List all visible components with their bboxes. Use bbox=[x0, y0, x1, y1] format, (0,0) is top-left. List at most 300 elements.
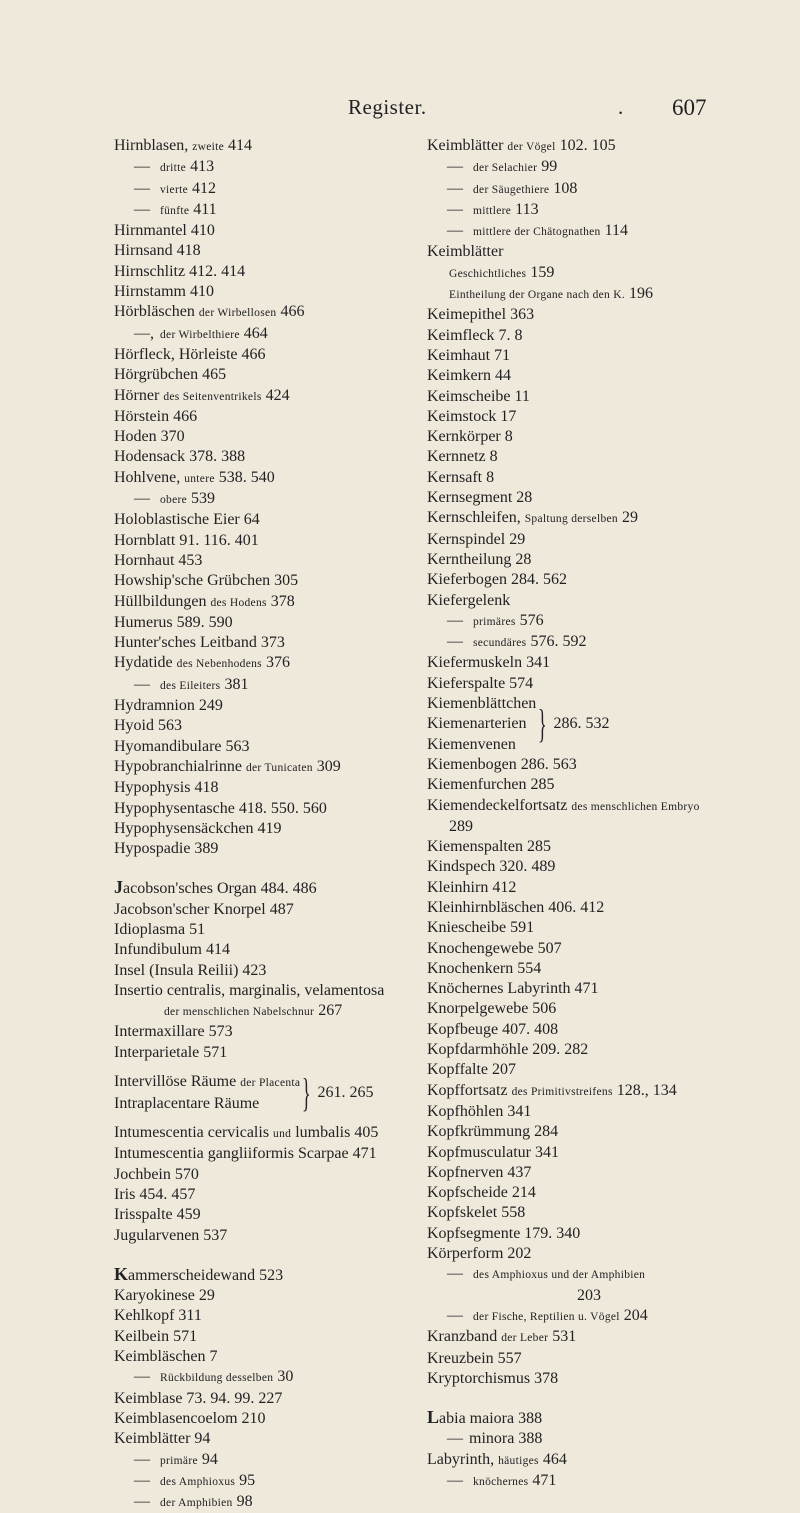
entry-qualifier: dritte bbox=[160, 162, 187, 175]
entry-pages: 261. 265 bbox=[317, 1083, 374, 1101]
index-entry bbox=[114, 200, 429, 221]
dash-glyph: —, bbox=[134, 324, 154, 342]
entry-term: Kernsaft 8 bbox=[427, 468, 495, 486]
entry-term: Hypospadie 389 bbox=[114, 840, 219, 858]
entry-term: Hüllbildungen bbox=[114, 592, 207, 610]
index-entry bbox=[114, 799, 429, 819]
entry-term: Keimblätter bbox=[427, 137, 504, 154]
entry-qualifier: der Vögel bbox=[507, 141, 556, 153]
entry-pages: 309 bbox=[316, 757, 341, 775]
index-entry bbox=[114, 1286, 429, 1306]
index-entry bbox=[427, 775, 727, 795]
index-entry bbox=[114, 877, 429, 899]
entry-qualifier: Eintheilung der Organe nach den K. bbox=[449, 289, 626, 302]
dash-glyph: — bbox=[447, 200, 463, 218]
entry-term: Hypophysensäckchen 419 bbox=[114, 819, 282, 837]
index-entry bbox=[114, 1123, 429, 1144]
entry-term: Infundibulum 414 bbox=[114, 941, 230, 959]
dash-glyph: — bbox=[134, 158, 150, 176]
index-entry bbox=[427, 427, 727, 447]
index-entry bbox=[114, 778, 429, 798]
entry-qualifier: Rückbildung desselben bbox=[160, 1372, 274, 1385]
index-entry bbox=[114, 1043, 429, 1063]
dash-glyph: — bbox=[447, 1472, 463, 1489]
index-entry bbox=[427, 1244, 727, 1264]
entry-term: Kernschleifen, bbox=[427, 509, 521, 527]
entry-term: Intumescentia cervicalis bbox=[114, 1124, 270, 1142]
index-entry bbox=[427, 1450, 727, 1471]
entry-pages: 159 bbox=[530, 263, 555, 281]
index-entry bbox=[114, 1492, 429, 1513]
index-entry bbox=[114, 961, 429, 981]
entry-qualifier: mittlere der Chätognathen bbox=[473, 226, 601, 239]
index-entry bbox=[114, 675, 429, 696]
entry-pages: 538. 540 bbox=[218, 468, 275, 486]
index-entry bbox=[114, 613, 429, 633]
dash-glyph: — bbox=[447, 1306, 463, 1324]
entry-qualifier: primäres bbox=[473, 615, 516, 628]
index-entry bbox=[427, 1407, 727, 1429]
index-entry bbox=[427, 857, 727, 877]
entry-term: Kleinhirn 412 bbox=[427, 878, 517, 896]
entry-term: Kopfbeuge 407. 408 bbox=[427, 1020, 559, 1038]
index-entry bbox=[114, 179, 429, 200]
index-entry bbox=[427, 284, 727, 305]
entry-term: Kreuzbein 557 bbox=[427, 1349, 522, 1367]
entry-qualifier: primäre bbox=[160, 1454, 198, 1467]
index-entry bbox=[427, 136, 727, 157]
entry-qualifier: des Nebenhodens bbox=[176, 658, 262, 671]
index-entry bbox=[427, 611, 727, 632]
entry-qualifier: untere bbox=[184, 472, 215, 485]
index-entry bbox=[427, 263, 727, 284]
index-entry bbox=[114, 551, 429, 571]
entry-term: Keimscheibe 11 bbox=[427, 387, 530, 405]
entry-pages: 204 bbox=[623, 1306, 648, 1324]
entry-term: Keimblätter 94 bbox=[114, 1430, 211, 1448]
index-entry bbox=[427, 837, 727, 857]
entry-qualifier: Spaltung derselben bbox=[524, 513, 618, 526]
entry-term: Hoden 370 bbox=[114, 428, 185, 446]
dash-glyph: — bbox=[447, 1430, 463, 1448]
entry-term: Kiemenbogen 286. 563 bbox=[427, 755, 577, 773]
index-entry bbox=[427, 1203, 727, 1223]
entry-term: Hypophysentasche 418. 550. 560 bbox=[114, 799, 327, 817]
entry-pages: 114 bbox=[604, 222, 628, 240]
entry-qualifier: vierte bbox=[160, 183, 188, 196]
entry-term: Kopfnerven 437 bbox=[427, 1163, 532, 1181]
entry-term: Kleinhirnbläschen 406. 412 bbox=[427, 898, 605, 916]
index-entry bbox=[114, 920, 429, 940]
entry-term: Hypobranchialrinne bbox=[114, 757, 242, 775]
entry-term: Kiefergelenk bbox=[427, 591, 511, 609]
dash-glyph: — bbox=[447, 179, 463, 197]
entry-term: Hörfleck, Hörleiste 466 bbox=[114, 345, 266, 363]
entry-pages: 99 bbox=[541, 158, 558, 176]
index-entry bbox=[114, 1347, 429, 1367]
index-entry bbox=[114, 1144, 429, 1164]
entry-pages: 424 bbox=[265, 386, 290, 404]
entry-term: Hörstein 466 bbox=[114, 407, 198, 425]
entry-term: Hyoid 563 bbox=[114, 717, 182, 735]
entry-term: Idioplasma 51 bbox=[114, 920, 206, 938]
index-entry bbox=[427, 674, 727, 694]
index-entry bbox=[114, 241, 429, 261]
entry-term: Hydramnion 249 bbox=[114, 697, 223, 715]
dash-glyph: — bbox=[447, 1265, 463, 1283]
index-entry bbox=[114, 757, 429, 778]
entry-qualifier: des Hodens bbox=[210, 596, 267, 609]
index-entry bbox=[114, 468, 429, 489]
index-entry bbox=[427, 1306, 727, 1327]
entry-term: Kopfmusculatur 341 bbox=[427, 1143, 559, 1161]
index-entry bbox=[114, 1205, 429, 1225]
entry-term: Jochbein 570 bbox=[114, 1165, 199, 1183]
entry-pages: 108 bbox=[553, 179, 578, 197]
entry-term: Hirnschlitz 412. 414 bbox=[114, 262, 246, 280]
index-entry bbox=[427, 878, 727, 898]
entry-term: minora 388 bbox=[469, 1430, 543, 1448]
entry-pages: 286. 532 bbox=[553, 715, 610, 733]
entry-term: Intumescentia gangliiformis Scarpae 471 bbox=[114, 1145, 377, 1163]
entry-pages: 267 bbox=[318, 1002, 343, 1020]
entry-pages: 30 bbox=[277, 1368, 294, 1386]
entry-pages: 414 bbox=[228, 137, 253, 154]
entry-term: Karyokinese 29 bbox=[114, 1287, 215, 1305]
entry-term: Kiefermuskeln 341 bbox=[427, 654, 551, 672]
page-header bbox=[0, 95, 800, 125]
entry-term: Keimfleck 7. 8 bbox=[427, 326, 523, 344]
section-gap bbox=[114, 1246, 429, 1264]
index-entry bbox=[114, 221, 429, 241]
entry-term: Intermaxillare 573 bbox=[114, 1023, 233, 1041]
index-entry bbox=[114, 1450, 429, 1471]
entry-qualifier: des Seitenventrikels bbox=[163, 390, 262, 403]
dash-glyph: — bbox=[134, 1493, 150, 1511]
entry-term: Hypophysis 418 bbox=[114, 779, 219, 797]
entry-term: Keimkern 44 bbox=[427, 367, 511, 385]
entry-term: Keimbläschen 7 bbox=[114, 1348, 218, 1366]
dash-glyph: — bbox=[447, 611, 463, 629]
index-entry bbox=[114, 262, 429, 282]
index-entry bbox=[114, 324, 429, 345]
index-entry bbox=[427, 387, 727, 407]
entry-term: Kopfkrümmung 284 bbox=[427, 1123, 559, 1141]
index-entry bbox=[114, 1409, 429, 1429]
index-entry bbox=[114, 1185, 429, 1205]
entry-qualifier: der Tunicaten bbox=[245, 761, 313, 774]
index-column-left bbox=[114, 136, 429, 1513]
index-entry bbox=[114, 1389, 429, 1409]
index-entry bbox=[114, 1306, 429, 1326]
entry-term: Kopfsegmente 179. 340 bbox=[427, 1224, 581, 1242]
entry-qualifier: der Wirbelthiere bbox=[160, 328, 240, 341]
index-entry bbox=[427, 530, 727, 550]
entry-term: Jacobson'scher Knorpel 487 bbox=[114, 900, 294, 918]
entry-term: Kernsegment 28 bbox=[427, 489, 533, 507]
index-column-right bbox=[427, 136, 727, 1492]
entry-term: Keimblätter bbox=[427, 243, 504, 261]
entry-term: Kniescheibe 591 bbox=[427, 919, 535, 937]
entry-pages: 471 bbox=[532, 1472, 557, 1489]
entry-term: Labia maiora 388 bbox=[427, 1407, 543, 1428]
index-entry bbox=[114, 653, 429, 674]
index-entry bbox=[427, 653, 727, 673]
dash-glyph: — bbox=[134, 1450, 150, 1468]
index-entry bbox=[427, 508, 727, 529]
index-entry bbox=[114, 696, 429, 716]
entry-term: Kiemenspalten 285 bbox=[427, 838, 551, 856]
entry-pages: 464 bbox=[542, 1450, 567, 1468]
entry-pages: 29 bbox=[621, 509, 638, 527]
index-entry bbox=[114, 282, 429, 302]
entry-term: Kindspech 320. 489 bbox=[427, 858, 556, 876]
entry-qualifier: Geschichtliches bbox=[449, 267, 527, 280]
index-entry bbox=[114, 1226, 429, 1246]
index-entry bbox=[114, 571, 429, 591]
index-entry bbox=[114, 1471, 429, 1492]
entry-term: Hörbläschen bbox=[114, 303, 195, 321]
entry-qualifier: mittlere bbox=[473, 204, 512, 217]
index-entry bbox=[427, 694, 727, 755]
index-entry bbox=[114, 157, 429, 178]
index-entry bbox=[114, 386, 429, 407]
entry-term: Kopfskelet 558 bbox=[427, 1204, 526, 1222]
index-entry bbox=[427, 550, 727, 570]
entry-term: Insel (Insula Reilii) 423 bbox=[114, 961, 267, 979]
entry-term: Hirnstamm 410 bbox=[114, 283, 214, 301]
index-entry bbox=[114, 900, 429, 920]
entry-qualifier: des Eileiters bbox=[160, 679, 221, 692]
entry-qualifier: der menschlichen Nabelschnur bbox=[164, 1006, 315, 1019]
index-entry bbox=[427, 157, 727, 178]
index-entry bbox=[114, 1022, 429, 1042]
index-entry bbox=[114, 531, 429, 551]
entry-pages: 464 bbox=[243, 324, 268, 342]
entry-term: Kieferbogen 284. 562 bbox=[427, 571, 567, 589]
index-entry bbox=[114, 940, 429, 960]
entry-term: Hornblatt 91. 116. 401 bbox=[114, 531, 259, 549]
entry-term: Holoblastische Eier 64 bbox=[114, 511, 260, 529]
index-entry bbox=[427, 1349, 727, 1369]
index-entry bbox=[427, 326, 727, 346]
entry-term: Keimepithel 363 bbox=[427, 306, 535, 324]
index-entry bbox=[427, 488, 727, 508]
index-entry bbox=[114, 345, 429, 365]
entry-term: Kopfscheide 214 bbox=[427, 1184, 536, 1202]
index-entry bbox=[427, 796, 727, 817]
index-entry bbox=[427, 242, 727, 262]
entry-term: Hirnblasen, bbox=[114, 137, 189, 154]
entry-pages: 98 bbox=[236, 1493, 253, 1511]
index-entry bbox=[114, 427, 429, 447]
index-entry bbox=[114, 489, 429, 510]
entry-term: Kiemenarterien bbox=[427, 715, 527, 733]
entry-pages: 113 bbox=[515, 200, 539, 218]
index-entry bbox=[114, 447, 429, 467]
section-gap bbox=[427, 1389, 727, 1407]
entry-term: Hornhaut 453 bbox=[114, 551, 203, 569]
index-entry bbox=[427, 1224, 727, 1244]
entry-qualifier: des Amphioxus und der Amphibien bbox=[473, 1269, 646, 1282]
entry-term: Kopfhöhlen 341 bbox=[427, 1102, 532, 1120]
entry-term: Kiemenblättchen bbox=[427, 695, 537, 713]
dash-glyph: — bbox=[447, 158, 463, 176]
entry-term: Insertio centralis, marginalis, velamentosa bbox=[114, 981, 385, 999]
entry-term: Kernnetz 8 bbox=[427, 448, 498, 466]
entry-qualifier: des Primitivstreifens bbox=[511, 1085, 613, 1098]
entry-term: Keimblasencoelom 210 bbox=[114, 1409, 266, 1427]
entry-term: Kiemenvenen bbox=[427, 735, 516, 753]
index-entry bbox=[427, 366, 727, 386]
header-dot: . bbox=[618, 95, 624, 119]
index-entry bbox=[427, 1081, 727, 1102]
entry-term: Kopffortsatz bbox=[427, 1081, 508, 1099]
index-entry bbox=[114, 1165, 429, 1185]
index-entry bbox=[427, 817, 727, 837]
entry-term: Intervillöse Räume bbox=[114, 1073, 237, 1091]
page-number: 607 bbox=[672, 95, 707, 120]
entry-pages: 576. 592 bbox=[530, 633, 587, 651]
index-entry bbox=[114, 633, 429, 653]
index-entry bbox=[427, 1143, 727, 1163]
brace-glyph: } bbox=[538, 701, 547, 747]
entry-qualifier: fünfte bbox=[160, 204, 190, 217]
entry-qualifier: der Selachier bbox=[473, 162, 538, 175]
index-entry bbox=[427, 447, 727, 467]
entry-pages: 196 bbox=[629, 285, 654, 303]
index-entry bbox=[427, 1122, 727, 1142]
entry-term: Intraplacentare Räume bbox=[114, 1094, 260, 1112]
index-entry bbox=[114, 407, 429, 427]
index-entry bbox=[114, 1063, 429, 1123]
index-entry bbox=[114, 510, 429, 530]
entry-term: Humerus 589. 590 bbox=[114, 613, 233, 631]
entry-term: Keimhaut 71 bbox=[427, 346, 511, 364]
entry-term: Kiemendeckelfortsatz bbox=[427, 796, 568, 814]
entry-term: Jacobson'sches Organ 484. 486 bbox=[114, 877, 317, 898]
index-entry bbox=[427, 179, 727, 200]
entry-pages: 539 bbox=[191, 490, 216, 508]
entry-term: Labyrinth, bbox=[427, 1450, 495, 1468]
index-entry bbox=[114, 1367, 429, 1388]
entry-qualifier: der Amphibien bbox=[160, 1497, 233, 1510]
entry-term: Kiemenfurchen 285 bbox=[427, 776, 555, 794]
index-entry bbox=[427, 221, 727, 242]
entry-term: Kehlkopf 311 bbox=[114, 1307, 202, 1325]
index-entry bbox=[427, 591, 727, 611]
brace-glyph: } bbox=[302, 1070, 311, 1116]
index-entry bbox=[427, 898, 727, 918]
entry-term: Howship'sche Grübchen 305 bbox=[114, 572, 299, 590]
index-entry bbox=[427, 939, 727, 959]
entry-term: Iris 454. 457 bbox=[114, 1185, 196, 1203]
index-entry bbox=[427, 1040, 727, 1060]
dash-glyph: — bbox=[134, 179, 150, 197]
index-entry bbox=[114, 302, 429, 323]
index-entry bbox=[427, 959, 727, 979]
index-entry bbox=[114, 716, 429, 736]
index-entry bbox=[427, 1163, 727, 1183]
entry-term: Kernkörper 8 bbox=[427, 428, 513, 446]
entry-term: Knöchernes Labyrinth 471 bbox=[427, 980, 599, 998]
entry-term: Kranzband bbox=[427, 1328, 498, 1346]
index-entry bbox=[427, 1264, 727, 1285]
entry-term: Keimblase 73. 94. 99. 227 bbox=[114, 1389, 283, 1407]
index-entry bbox=[114, 981, 429, 1001]
entry-pages: 411 bbox=[193, 200, 217, 218]
entry-term: Hohlvene, bbox=[114, 468, 181, 486]
index-entry bbox=[427, 1286, 727, 1306]
dash-glyph: — bbox=[447, 633, 463, 651]
index-entry bbox=[427, 200, 727, 221]
entry-term: Keilbein 571 bbox=[114, 1327, 198, 1345]
entry-qualifier: der Leber bbox=[501, 1332, 549, 1345]
index-entry bbox=[427, 918, 727, 938]
index-entry bbox=[427, 346, 727, 366]
entry-qualifier: zweite bbox=[192, 141, 225, 153]
page-title: Register. bbox=[348, 95, 427, 119]
dash-glyph: — bbox=[134, 675, 150, 693]
entry-pages: 412 bbox=[191, 179, 216, 197]
index-entry bbox=[114, 136, 429, 157]
index-entry bbox=[427, 1327, 727, 1348]
dash-glyph: — bbox=[134, 490, 150, 508]
entry-pages: 466 bbox=[280, 303, 305, 321]
entry-term: Irisspalte 459 bbox=[114, 1206, 201, 1224]
entry-pages: 128., 134 bbox=[616, 1081, 677, 1099]
entry-term: Hydatide bbox=[114, 654, 173, 672]
index-entry bbox=[114, 737, 429, 757]
dash-glyph: — bbox=[447, 222, 463, 240]
entry-qualifier: der Placenta bbox=[240, 1077, 301, 1090]
index-entry bbox=[114, 365, 429, 385]
index-entry bbox=[114, 819, 429, 839]
index-entry bbox=[114, 839, 429, 859]
entry-qualifier: knöchernes bbox=[473, 1476, 529, 1488]
index-entry bbox=[427, 632, 727, 653]
entry-pages: 203 bbox=[577, 1286, 601, 1304]
entry-term: Hörner bbox=[114, 386, 160, 404]
entry-pages: 413 bbox=[190, 158, 215, 176]
index-entry bbox=[427, 305, 727, 325]
entry-qualifier: der Säugethiere bbox=[473, 183, 550, 196]
entry-qualifier: der Wirbellosen bbox=[198, 307, 277, 320]
entry-qualifier: des menschlichen Embryo bbox=[571, 800, 700, 813]
index-entry bbox=[427, 1429, 727, 1449]
entry-term: Knochengewebe 507 bbox=[427, 939, 562, 957]
index-entry bbox=[427, 1471, 727, 1492]
entry-pages: 376 bbox=[265, 654, 290, 672]
entry-term: Kopffalte 207 bbox=[427, 1061, 517, 1079]
index-entry bbox=[427, 1102, 727, 1122]
index-entry bbox=[114, 1327, 429, 1347]
entry-pages: 94 bbox=[201, 1450, 218, 1468]
entry-term: lumbalis 405 bbox=[295, 1124, 379, 1142]
index-entry bbox=[427, 999, 727, 1019]
entry-pages: 576 bbox=[519, 611, 544, 629]
index-entry bbox=[427, 570, 727, 590]
entry-term: Hirnsand 418 bbox=[114, 242, 201, 260]
entry-qualifier: und bbox=[273, 1128, 292, 1141]
entry-term: Interparietale 571 bbox=[114, 1043, 228, 1061]
dash-glyph: — bbox=[134, 200, 150, 218]
entry-term: Knorpelgewebe 506 bbox=[427, 1000, 557, 1018]
index-entry bbox=[427, 407, 727, 427]
entry-qualifier: obere bbox=[160, 494, 188, 507]
entry-term: Hodensack 378. 388 bbox=[114, 448, 246, 466]
dash-glyph: — bbox=[134, 1471, 150, 1489]
